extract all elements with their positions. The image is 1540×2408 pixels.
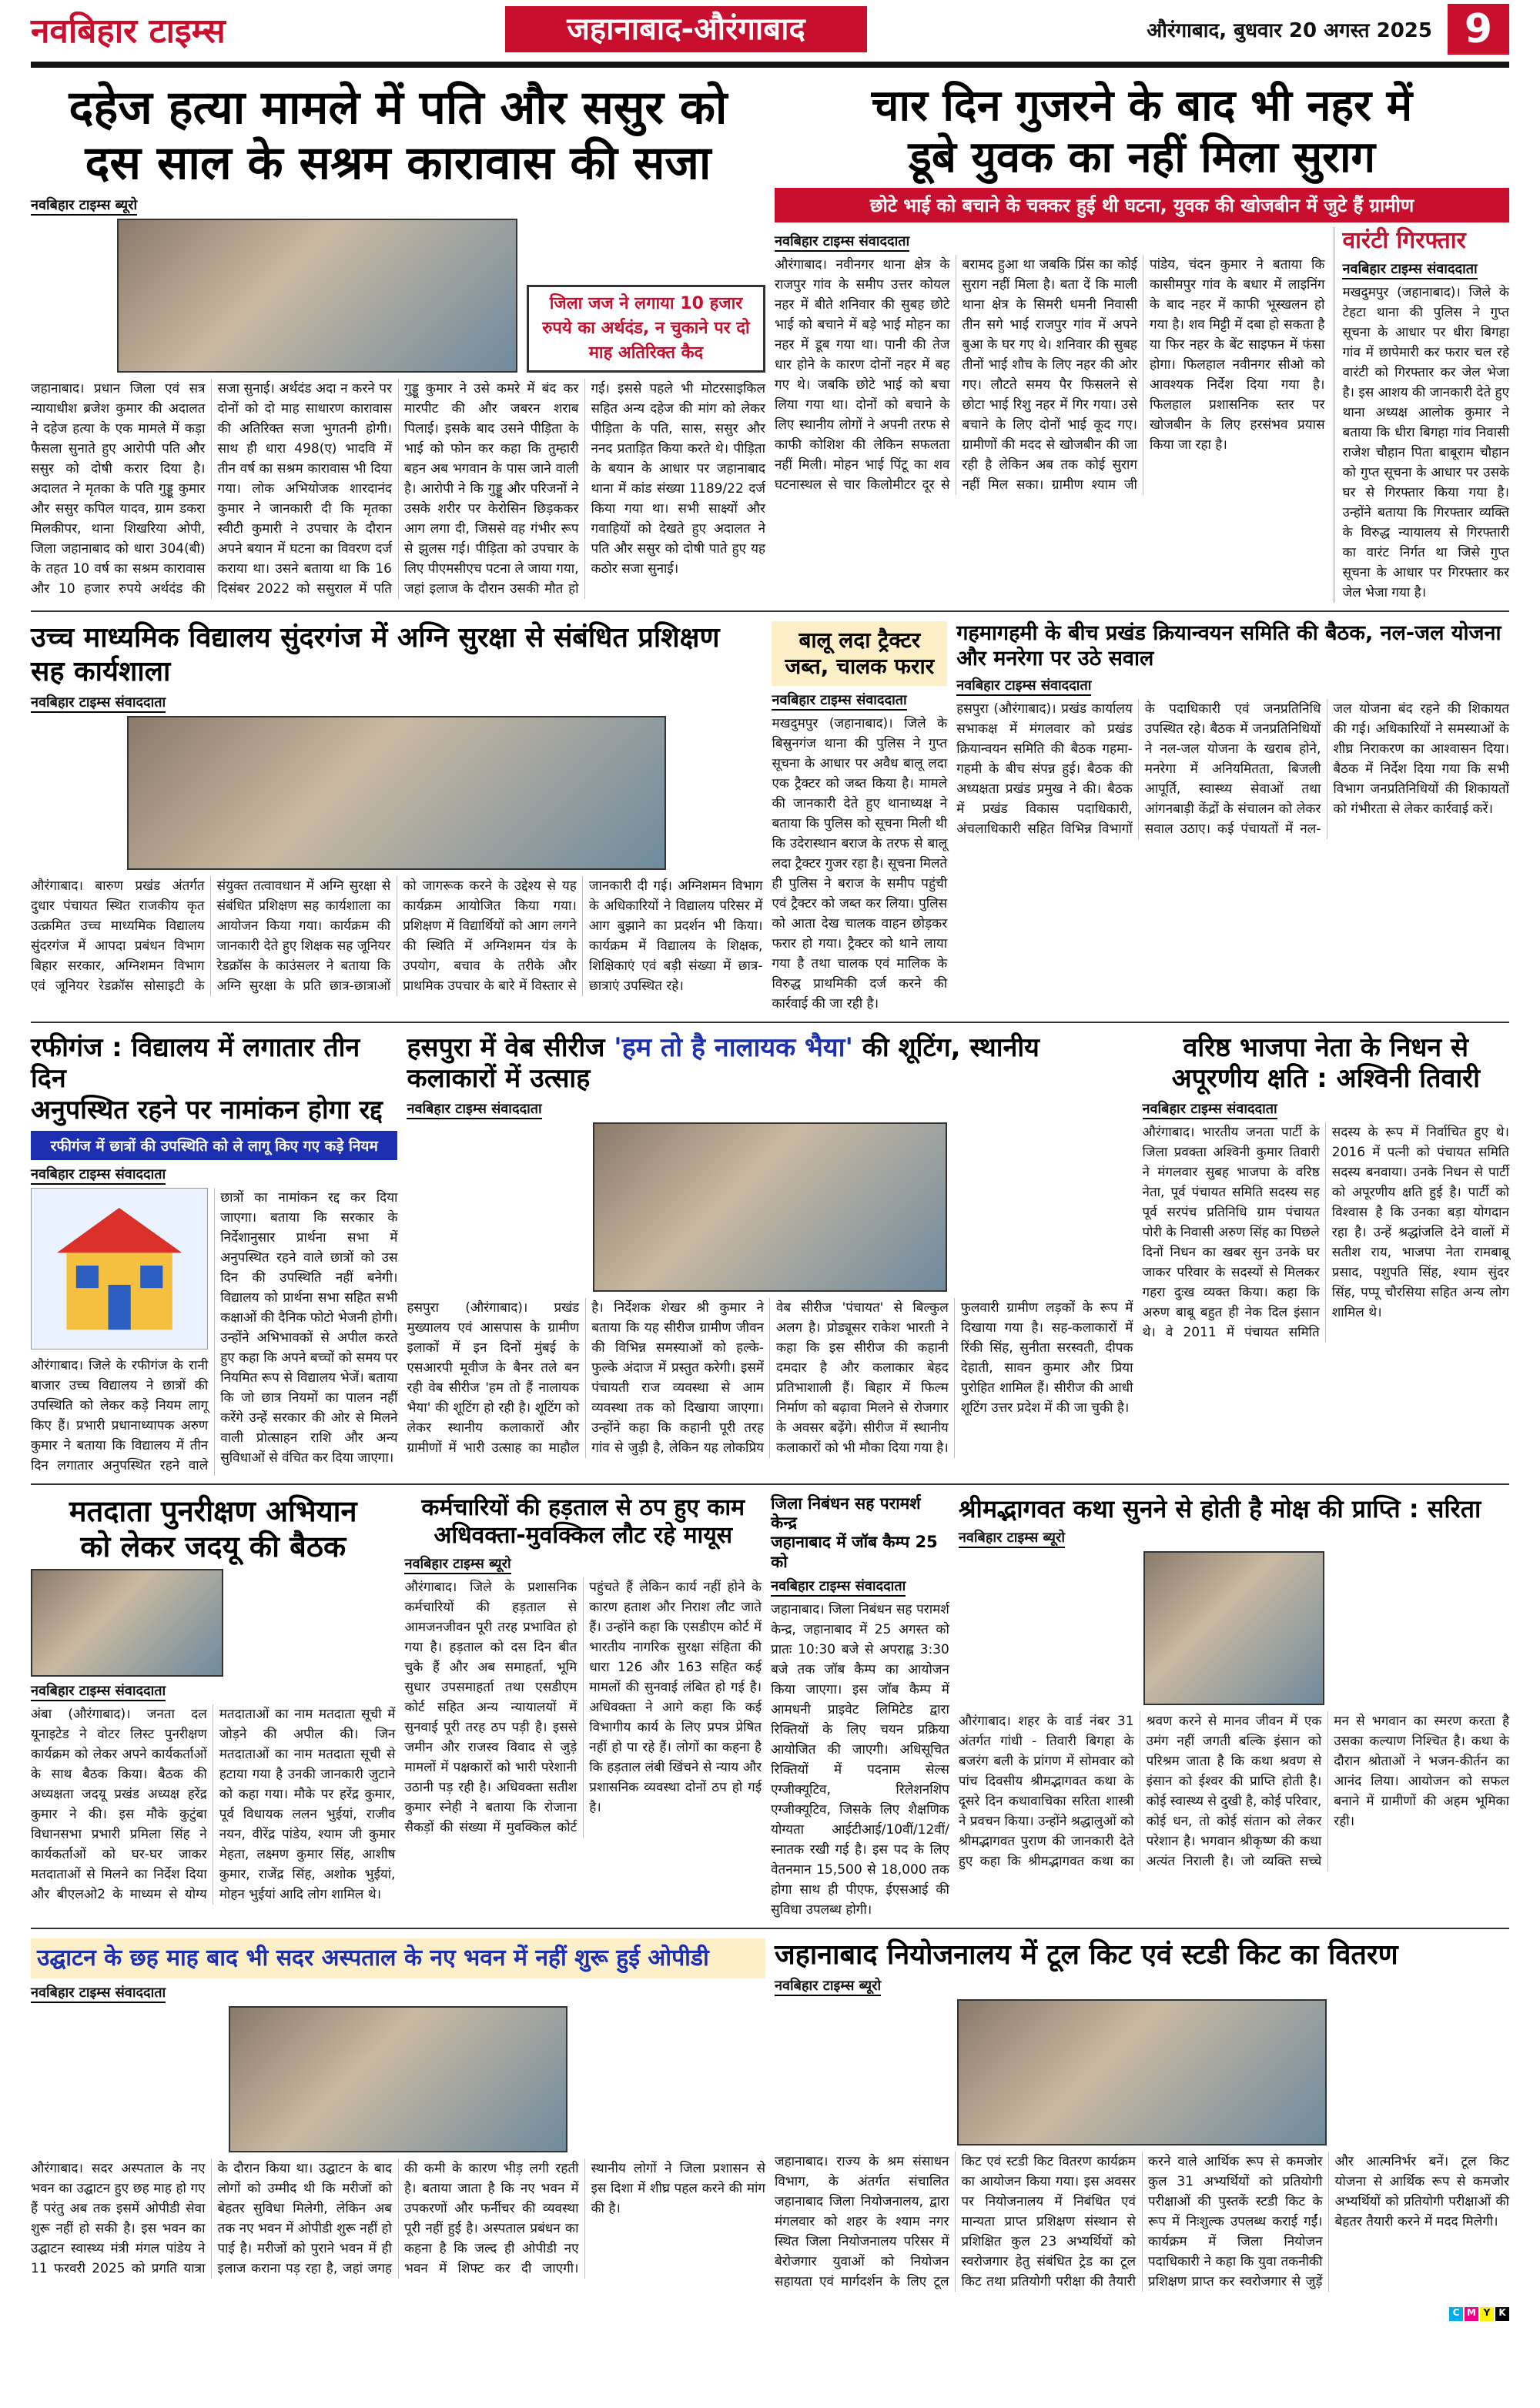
story-columns <box>775 227 1509 603</box>
news-photo-tool-kit <box>957 1999 1327 2145</box>
story-voter-revision <box>31 1494 395 1920</box>
article-text: औरंगाबाद। नवीनगर थाना क्षेत्र के राजपुर गांव के समीप उत्तर कोयल नहर में बीते शनिवार की सुबह छोटे भाई को बचाने में बड़े भाई मोहन का नहर में डूब गया था। पानी की तेज धार होने के कारण दोनों नहर में बह गए थे। जबकि छोटे भाई को बचा लिया गया था। दोनों को बचाने के लिए स्थानीय लोगों ने अपनी तरफ से काफी कोशिश की लेकिन सफलता नहीं मिली। मोहन भाई पिंटू का शव घटनास्थल से चार किलोमीटर दूर से बरामद हुआ था जबकि प्रिंस का कोई सुराग नहीं मिला है। बता दें कि माली थाना क्षेत्र के सिमरी धमनी निवासी तीन सगे भाई राजपुर गांव में अपने बुआ के घर गए थे। शनिवार की सुबह तीनों भाई शौच के लिए नहर की ओर गए। लौटते समय पैर फिसलने से छोटा भाई रिशु नहर में गिर गया। उसे बचाने के लिए दोनों भाई कूद गए। ग्रामीणों की मदद से खोजबीन की जा रही है लेकिन अब तक कोई सुराग नहीं मिल सका। ग्रामीण श्याम जी पांडेय, चंदन कुमार ने बताया कि कासीमपुर गांव के बधार में लाइनिंग के बाद नहर में काफी भूस्खलन हो गया है। शव मिट्टी में दबा हो सकता है या फिर नहर के बेंट साइफन में फंसा होगा। फिलहाल नवीनगर सीओ को आवश्यक निर्देश दिया गया है। फिलहाल प्रशासनिक स्तर पर खोजबीन के लिए हरसंभव प्रयास किया जा रहा है। <box>775 257 1325 493</box>
headline-voter-revision-2: को लेकर जदयू की बैठक <box>80 1529 346 1564</box>
article-text: औरंगाबाद। बारुण प्रखंड अंतर्गत दुधार पंचायत स्थित राजकीय कृत उत्क्रमित उच्च माध्यमिक विद्यालय सुंदरगंज में आपदा प्रबंधन विभाग बिहार सरकार, अग्निशमन विभाग एवं जूनियर रेडक्रॉस सोसाइटी के संयुक्त तत्वावधान में अग्नि सुरक्षा से संबंधित प्रशिक्षण सह कार्यशाला का आयोजन किया गया। कार्यक्रम की जानकारी देते हुए शिक्षक सह जूनियर रेडक्रॉस के काउंसलर ने बताया कि अग्नि सुरक्षा के प्रति छात्र-छात्राओं को जागरूक करने के उद्देश्य से यह कार्यक्रम आयोजित किया गया। प्रशिक्षण में विद्यार्थियों को आग लगने की स्थिति में अग्निशमन यंत्र के उपयोग, बचाव के तरीके और प्राथमिक उपचार के बारे में विस्तार से जानकारी दी गई। अग्निशमन विभाग के अधिकारियों ने विद्यालय परिसर में आग बुझाने का प्रदर्शन भी किया। कार्यक्रम में विद्यालय के शिक्षक, शिक्षिकाएं एवं बड़ी संख्या में छात्र-छात्राएं उपस्थित रहे। <box>31 878 763 994</box>
article-fire-safety <box>31 716 762 996</box>
byline: नवबिहार टाइम्स ब्यूरो <box>775 1976 881 1996</box>
headline-dowry-case: दहेज हत्या मामले में पति और ससुर को <box>69 81 728 135</box>
headline-block-meeting: गहमागहमी के बीच प्रखंड क्रियान्वयन समिति की बैठक, नल-जल योजना और मनरेगा पर उठे सवाल <box>956 621 1502 671</box>
headline-canal-drowning-2: डूबे युवक का नहीं मिला सुराग <box>908 132 1376 183</box>
headline-series-title: 'हम तो है नालायक भैया' <box>614 1032 853 1063</box>
byline: नवबिहार टाइम्स संवाददाता <box>772 691 906 711</box>
article-text: औरंगाबाद। जिले के प्रशासनिक कर्मचारियों की हड़ताल से आमजनजीवन पूरी तरह प्रभावित हो गया है। हड़ताल को दस दिन बीत चुके हैं और अब समाहर्ता, भूमि सुधार उपसमाहर्ता तथा एसडीएम कोर्ट सहित अन्य न्यायालयों में सुनवाई पूरी तरह ठप पड़ी है। इससे जमीन और राजस्व विवाद से जुड़े मामलों में पक्षकारों को भारी परेशानी उठानी पड़ रही है। अधिवक्ता सतीश कुमार स्नेही ने बताया कि रोजाना सैकड़ों की संख्या में मुवक्किल कोर्ट पहुंचते हैं लेकिन कार्य नहीं होने के कारण हताश और निराश लौट जाते हैं। उन्होंने कहा कि एसडीएम कोर्ट में भारतीय नागरिक सुरक्षा संहिता की धारा 126 और 163 सहित कई मामलों की सुनवाई लंबित हो गई है। अधिवक्ता ने आगे कहा कि कई विभागीय कार्य के लिए प्रपत्र प्रेषित नहीं हो पा रहे हैं। लोगों का कहना है कि हड़ताल लंबी खिंचने से न्याय और प्रशासनिक व्यवस्था दोनों ठप हो गई है। <box>404 1579 762 1835</box>
news-row-2 <box>31 615 1509 1022</box>
headline-warrant-arrest: वारंटी गिरफ्तार <box>1342 227 1466 255</box>
magenta-mark: M <box>1465 2307 1478 2321</box>
headline-fire-safety: उच्च माध्यमिक विद्यालय सुंदरगंज में अग्नि सुरक्षा से संबंधित प्रशिक्षण सह कार्यशाला <box>31 622 720 687</box>
story-hospital-opd <box>31 1938 765 2292</box>
article-text: हसपुरा (औरंगाबाद)। प्रखंड कार्यालय सभाकक्ष में मंगलवार को प्रखंड क्रियान्वयन समिति की बैठक गहमा-गहमी के बीच संपन्न हुई। बैठक की अध्यक्षता प्रखंड प्रमुख ने की। बैठक में प्रखंड विकास पदाधिकारी, अंचलाधिकारी सहित विभिन्न विभागों के पदाधिकारी एवं जनप्रतिनिधि उपस्थित रहे। बैठक में जनप्रतिनिधियों ने नल-जल योजना के खराब होने, मनरेगा में अनियमितता, बिजली आपूर्ति, स्वास्थ्य सेवाओं तथा आंगनबाड़ी केंद्रों के संचालन को लेकर सवाल उठाए। कई पंचायतों में नल-जल योजना बंद रहने की शिकायत की गई। अधिकारियों ने समस्याओं के शीघ्र निराकरण का आश्वासन दिया। बैठक में निर्देश दिया गया कि सभी विभाग जनप्रतिनिधियों की शिकायतों को गंभीरता से लेकर कार्रवाई करें। <box>956 701 1509 838</box>
article-tool-kit <box>775 1999 1509 2292</box>
headline-employee-strike-2: अधिवक्ता-मुवक्किल लौट रहे मायूस <box>434 1521 733 1549</box>
pull-quote: जिला जज ने लगाया 10 हजार रुपये का अर्थदंड, न चुकाने पर दो माह अतिरिक्त कैद <box>527 285 765 373</box>
headline-tool-kit: जहानाबाद नियोजनालय में टूल किट एवं स्टडी किट का वितरण <box>775 1938 1398 1971</box>
headline-part: हसपुरा में वेब सीरीज <box>407 1032 605 1063</box>
article-web-series <box>407 1122 1133 1458</box>
edition-banner: जहानाबाद-औरंगाबाद <box>505 6 867 52</box>
article-hospital-opd <box>31 2006 765 2279</box>
masthead: नवबिहार टाइम्स <box>31 12 226 51</box>
cyan-mark: C <box>1449 2307 1463 2321</box>
news-row-1 <box>31 74 1509 612</box>
article-canal-drowning-wrap <box>775 227 1324 603</box>
headline-rafiganj-attendance-2: अनुपस्थित रहने पर नामांकन होगा रद्द <box>31 1095 383 1126</box>
headline-dowry-case-2: दस साल के सश्रम कारावास की सजा <box>85 136 711 190</box>
byline: नवबिहार टाइम्स संवाददाता <box>31 693 166 713</box>
byline: नवबिहार टाइम्स संवाददाता <box>775 232 909 252</box>
byline: नवबिहार टाइम्स संवाददाता <box>31 1681 166 1701</box>
article-text: अंबा (औरंगाबाद)। जनता दल यूनाइटेड ने वोटर लिस्ट पुनरीक्षण कार्यक्रम को लेकर अपने कार्यकर्ताओं के साथ बैठक किया। बैठक की अध्यक्षता जदयू प्रखंड अध्यक्ष हरेंद्र कुमार ने की। इस मौके कुटुंबा विधानसभा प्रभारी प्रमिला सिंह ने कार्यकर्ताओं को घर-घर जाकर मतदाताओं से मिलने का निर्देश दिया और बीएलओ2 के माध्यम से योग्य मतदाताओं का नाम मतदाता सूची में जोड़ने की अपील की। जिन मतदाताओं का नाम मतदाता सूची से हटाया गया है उनकी जानकारी जुटाने को कहा गया। मौके पर हरेंद्र कुमार, पूर्व विधायक ललन भुईयां, राजीव नयन, वीरेंद्र पांडेय, श्याम जी कुमार मेहता, लक्ष्मण कुमार सिंह, आशीष कुमार, राजेंद्र सिंह, अशोक भुईयां, मोहन भुईयां आदि लोग शामिल थे। <box>31 1707 396 1903</box>
article-dowry-case <box>31 219 765 599</box>
story-block-meeting <box>956 621 1509 1013</box>
news-row-5 <box>31 1932 1509 2299</box>
byline: नवबिहार टाइम्स संवाददाता <box>31 1165 166 1185</box>
byline: नवबिहार टाइम्स संवाददाता <box>1143 1099 1277 1119</box>
media-block <box>31 2006 765 2152</box>
headline-part: की शूटिंग, स्थानीय कलाकारों में उत्साह <box>407 1032 1040 1095</box>
subheadline-bar: रफीगंज में छात्रों की उपस्थिति को ले लागू किए गए कड़े नियम <box>31 1131 397 1160</box>
article-text: मखदुमपुर (जहानाबाद)। जिले के बिस्रुनगंज थाना की पुलिस ने गुप्त सूचना के आधार पर अवैध बालू लदा एक ट्रैक्टर को जब्त किया है। मामले की जानकारी देते हुए थानाध्यक्ष ने बताया कि पुलिस को सूचना मिली थी कि उदेरास्थान बराज के तरफ से बालू लदा ट्रैक्टर गुजर रहा है। सूचना मिलते ही पुलिस ने बराज के समीप पहुंची एवं ट्रैक्टर को जब्त कर लिया। पुलिस को आता देख चालक वाहन छोड़कर फरार हो गया। ट्रैक्टर को थाने लाया गया है तथा चालक एवं मालिक के विरुद्ध प्राथमिकी दर्ज करने की कार्रवाई की जा रही है। <box>772 715 948 1012</box>
article-text: औरंगाबाद। जिले के रफीगंज के रानी बाजार उच्च विद्यालय ने छात्रों की उपस्थिति को लेकर कड़े नियम लागू किए हैं। प्रभारी प्रधानाध्यापक अरुण कुमार ने बताया कि विद्यालय में तीन दिन लगातार अनुपस्थित रहने वाले छात्रों का नामांकन रद्द कर दिया जाएगा। बताया कि सरकार के निर्देशानुसार प्रार्थना सभा में अनुपस्थित रहने वाले छात्रों को उस दिन की उपस्थिति नहीं बनेगी। विद्यालय को प्रार्थना सभा सहित सभी कक्षाओं की दैनिक फोटो भेजनी होगी। उन्होंने अभिभावकों से अपील करते हुए कहा कि अपने बच्चों को समय पर नियमित रूप से विद्यालय भेजें। बताया कि जो छात्र नियमों का पालन नहीं करेंगे उन्हें सरकार की ओर से मिलने वाली प्रोत्साहन राशि और अन्य सुविधाओं से वंचित कर दिया जाएगा। <box>31 1189 398 1473</box>
story-dowry-case <box>31 80 765 603</box>
story-employee-strike <box>404 1494 762 1920</box>
yellow-mark: Y <box>1480 2307 1494 2321</box>
news-photo-katha <box>1143 1551 1324 1705</box>
article-text: हसपुरा (औरंगाबाद)। प्रखंड मुख्यालय एवं आसपास के ग्रामीण इलाकों में इन दिनों मुंबई के एसआरपी मूवीज के बैनर तले बन रही वेब सीरीज 'हम तो हैं नालायक भैया' की शूटिंग हो रही है। शूटिंग को लेकर स्थानीय कलाकारों और ग्रामीणों में भारी उत्साह का माहौल है। निर्देशक शेखर श्री कुमार ने बताया कि यह सीरीज ग्रामीण जीवन की विभिन्न समस्याओं को हल्के-फुल्के अंदाज में प्रस्तुत करेगी। इसमें पंचायती राज व्यवस्था से आम व्यवस्था तक को दिखाया जाएगा। उन्होंने कहा कि कहानी पूरी तरह गांव से जुड़ी है, लेकिन यह लोकप्रिय वेब सीरीज 'पंचायत' से बिल्कुल अलग है। प्रोड्यूसर राकेश भारती ने कहा कि इस सीरीज की कहानी दमदार है और कलाकार बेहद प्रतिभाशाली हैं। बिहार में फिल्म निर्माण को बढ़ावा मिलने से रोजगार के अवसर बढ़ेंगे। सीरीज में स्थानीय कलाकारों को भी मौका दिया गया है। फुलवारी ग्रामीण लड़कों के रूप में दिखाया गया है। सह-कलाकारों में रिंकी सिंह, सुनीता सरस्वती, दीपक देहाती, सावन कुमार और प्रिया पुरोहित शामिल हैं। सीरीज की आधी शूटिंग उत्तर प्रदेश में की जा चुकी है। <box>407 1300 1133 1457</box>
byline: नवबिहार टाइम्स ब्यूरो <box>959 1528 1065 1548</box>
header-rule <box>31 62 1509 68</box>
news-photo-jdu-meeting <box>31 1569 223 1677</box>
story-bhagwat-katha <box>959 1494 1509 1920</box>
news-photo-training <box>127 716 666 870</box>
media-block <box>407 1122 1133 1292</box>
article-text: औरंगाबाद। भारतीय जनता पार्टी के जिला प्रवक्ता अश्विनी कुमार तिवारी ने मंगलवार सुबह भाजपा के वरिष्ठ नेता, पूर्व पंचायत समिति सदस्य सह पूर्व सरपंच प्रतिनिधि ग्राम पंचायत पोरी के निवासी अरुण सिंह का पिछले दिनों निधन का खबर सुन उनके घर जाकर परिवार के सदस्यों से मिलकर गहरा दुःख व्यक्त किया। कहा कि अरुण बाबू बहुत ही नेक दिल इंसान थे। वे 2011 में पंचायत समिति सदस्य के रूप में निर्वाचित हुए थे। 2016 में पत्नी को पंचायत समिति सदस्य बनवाया। उनके निधन से पार्टी को अपूरणीय क्षति हुई है। पार्टी को विश्वास है कि उनका बड़ा योगदान रहा है। उन्हें श्रद्धांजलि देने वालों में सतीश राय, भाजपा नेता रामबाबू प्रसाद, पशुपति सिंह, श्याम सुंदर सिंह, पप्पू चौरसिया सहित अन्य लोग शामिल थे। <box>1142 1125 1509 1341</box>
story-job-camp <box>771 1494 949 1920</box>
article-rafiganj-attendance <box>31 1188 397 1476</box>
article-bhagwat-katha <box>959 1551 1509 1871</box>
media-block <box>31 219 765 373</box>
article-text: जहानाबाद। राज्य के श्रम संसाधन विभाग, के अंतर्गत संचालित जहानाबाद जिला नियोजनालय, द्वारा मंगलवार को शहर के श्याम नगर स्थित जिला नियोजनालय परिसर में बेरोजगार युवाओं को नियोजन सहायता एवं मार्गदर्शन के लिए टूल किट एवं स्टडी किट वितरण कार्यक्रम का आयोजन किया गया। इस अवसर पर नियोजनालय में निबंधित एवं मान्यता प्राप्त प्रशिक्षण संस्थान से प्रशिक्षित कुल 23 अभ्यर्थियों को स्वरोजगार हेतु संबंधित ट्रेड का टूल किट तथा प्रतियोगी परीक्षा की तैयारी करने वाले आर्थिक रूप से कमजोर कुल 31 अभ्यर्थियों को प्रतियोगी परीक्षाओं की पुस्तकें स्टडी किट के रूप में निःशुल्क उपलब्ध कराई गईं। कार्यक्रम में जिला नियोजन पदाधिकारी ने कहा कि युवा तकनीकी प्रशिक्षण प्राप्त कर स्वरोजगार से जुड़ें और आत्मनिर्भर बनें। टूल किट योजना से आर्थिक रूप से कमजोर अभ्यर्थियों को प्रतियोगी परीक्षाओं की बेहतर तैयारी करने में मदद मिलेगी। <box>775 2153 1509 2289</box>
print-color-marks <box>31 2303 1509 2326</box>
article-text: औरंगाबाद। शहर के वार्ड नंबर 31 अंतर्गत गांधी - तिवारी बिगहा के बजरंग बली के प्रांगण में सोमवार को पांच दिवसीय श्रीमद्भागवत कथा के दूसरे दिन कथावाचिका सरिता शास्त्री ने प्रवचन किया। उन्होंने श्रद्धालुओं को श्रीमद्भागवत पुराण की जानकारी देते हुए कहा कि श्रीमद्भागवत कथा का श्रवण करने से मानव जीवन में एक उमंग नहीं जगती बल्कि इंसान को परिश्रम जाता है कि कथा श्रवण से इंसान को ईश्वर की प्राप्ति होती है। कोई स्वास्थ्य से दुखी है, कोई परिवार, कोई धन, तो कोई संतान को लेकर परेशान है। भगवान श्रीकृष्ण की कथा अत्यंत निराली है। जो व्यक्ति सच्चे मन से भगवान का स्मरण करता है उसका कल्याण निश्चित है। कथा के दौरान श्रोताओं ने भजन-कीर्तन का आनंद लिया। आयोजन को सफल बनाने में ग्रामीणों की अहम भूमिका रही। <box>958 1714 1509 1870</box>
byline: नवबिहार टाइम्स संवाददाता <box>956 676 1091 696</box>
headline-sand-tractor: बालू लदा ट्रैक्टर <box>798 627 921 654</box>
byline: नवबिहार टाइम्स ब्यूरो <box>404 1554 511 1574</box>
news-row-3 <box>31 1026 1509 1485</box>
story-tool-kit <box>775 1938 1509 2292</box>
page-header <box>31 0 1509 59</box>
news-row-4 <box>31 1488 1509 1929</box>
headline-bjp-leader-2: अपूरणीय क्षति : अश्विनी तिवारी <box>1171 1063 1480 1095</box>
subheadline-bar: छोटे भाई को बचाने के चक्कर हुई थी घटना, युवक की खोजबीन में जुटे हैं ग्रामीण <box>775 188 1509 222</box>
headline-job-camp: जिला निबंधन सह परामर्श केन्द्र <box>771 1493 921 1533</box>
media-block <box>31 716 762 870</box>
article-voter-revision <box>31 1704 395 1905</box>
article-warrant-arrest <box>1342 283 1509 603</box>
media-block <box>959 1551 1509 1705</box>
news-photo-court <box>117 219 517 373</box>
article-employee-strike <box>404 1577 762 1838</box>
headline-bhagwat-katha: श्रीमद्भागवत कथा सुनने से होती है मोक्ष की प्राप्ति : सरिता <box>958 1493 1481 1523</box>
headline-box <box>772 621 947 685</box>
headline-sand-tractor-2: जब्त, चालक फरार <box>785 653 935 679</box>
story-warrant-arrest <box>1334 227 1509 603</box>
media-block <box>775 1999 1509 2145</box>
byline: नवबिहार टाइम्स संवाददाता <box>771 1577 906 1597</box>
article-bjp-leader <box>1143 1122 1509 1343</box>
headline-employee-strike: कर्मचारियों की हड़ताल से ठप हुए काम <box>421 1493 745 1521</box>
headline-job-camp-2: जहानाबाद में जॉब कैम्प 25 को <box>771 1533 938 1571</box>
article-job-camp <box>771 1600 949 1920</box>
article-text: मखदुमपुर (जहानाबाद)। जिले के टेहटा थाना की पुलिस ने गुप्त सूचना के आधार पर धीरा बिगहा गांव में छापेमारी कर फरार चल रहे वारंटी को गिरफ्तार कर जेल भेजा है। इस आशय की जानकारी देते हुए थाना अध्यक्ष आलोक कुमार ने बताया कि धीरा बिगहा गांव निवासी राजेश चौहान पिता बाबूराम चौहान को गुप्त सूचना के आधार पर उसके घर से गिरफ्तार किया गया है। उन्होंने बताया कि गिरफ्तार व्यक्ति के विरुद्ध न्यायालय से गिरफ्तारी का वारंट निर्गत था जिसे गुप्त सूचना के आधार पर गिरफ्तार कर जेल भेजा गया है। <box>1342 285 1509 601</box>
story-sand-tractor <box>772 621 947 1013</box>
article-text: जहानाबाद। प्रधान जिला एवं सत्र न्यायाधीश ब्रजेश कुमार की अदालत ने दहेज हत्या के एक मामले में कड़ा फैसला सुनाते हुए आरोपी पति और ससुर को दोषी करार दिया है। अदालत ने मृतका के पति गुड्डू कुमार और ससुर कपिल यादव, ग्राम डकरा मिलकीपर, थाना शिखरिया ओपी, जिला जहानाबाद को धारा 304(बी) के तहत 10 वर्ष का सश्रम कारावास और 10 हजार रुपये अर्थदंड की सजा सुनाई। अर्थदंड अदा न करने पर दोनों को दो माह साधारण कारावास की अतिरिक्त सजा भुगतनी होगी। साथ ही धारा 498(ए) भादवि में तीन वर्ष का सश्रम कारावास भी दिया गया। लोक अभियोजक शारदानंद कुमार ने जानकारी दी कि मृतका स्वीटी कुमारी ने उपचार के दौरान अपने बयान में घटना का विवरण दर्ज कराया था। उसने बताया था कि 16 दिसंबर 2022 को ससुराल में पति गुड्डू कुमार ने उसे कमरे में बंद कर मारपीट की और जबरन शराब पिलाई। इसके बाद उसने पीड़िता के भाई को फोन कर कहा कि तुम्हारी बहन अब भगवान के पास जाने वाली है। आरोपी ने कि गुड्डू और परिजनों ने उसके शरीर पर केरोसिन छिड़ककर आग लगा दी, जिससे वह गंभीर रूप से झुलस गई। पीड़िता को उपचार के लिए पीएमसीएच पटना ले जाया गया, जहां इलाज के दौरान उसकी मौत हो गई। इससे पहले भी मोटरसाइकिल सहित अन्य दहेज की मांग को लेकर पीड़िता के पति, सास, ससुर और ननद प्रताड़ित किया करते थे। पीड़िता के बयान के आधार पर जहानाबाद थाना में कांड संख्या 1189/22 दर्ज किया गया था। सभी साक्ष्यों और गवाहियों को देखते हुए अदालत ने पति और ससुर को दोषी पाते हुए यह कठोर सजा सुनाई। <box>31 381 765 597</box>
news-photo-shooting <box>593 1122 947 1292</box>
headline-bjp-leader: वरिष्ठ भाजपा नेता के निधन से <box>1183 1032 1468 1063</box>
story-canal-drowning <box>775 80 1509 603</box>
headline-voter-revision: मतदाता पुनरीक्षण अभियान <box>69 1493 357 1528</box>
headline-web-series <box>407 1032 1133 1095</box>
article-block-meeting <box>956 699 1509 839</box>
article-text: जहानाबाद। जिला निबंधन सह परामर्श केन्द्र, जहानाबाद में 25 अगस्त को प्रातः 10:30 बजे से अपराह्न 3:30 बजे तक जॉब कैम्प का आयोजन किया जाएगा। इस जॉब कैम्प में आमधनी प्राइवेट लिमिटेड द्वारा रिक्तियों के लिए चयन प्रक्रिया आयोजित की जाएगी। अधिसूचित रिक्तियों में पदनाम सेल्स एग्जीक्यूटिव, रिलेशनशिप एग्जीक्यूटिव, जिसके लिए शैक्षणिक योग्यता आईटीआई/10वीं/12वीं/स्नातक रखी गई है। इस पद के लिए वेतनमान 15,500 से 18,000 तक होगा साथ ही पीएफ, ईएसआई की सुविधा उपलब्ध होगी। <box>771 1601 949 1918</box>
story-web-series <box>407 1032 1133 1476</box>
story-rafiganj-attendance <box>31 1032 397 1476</box>
byline: नवबिहार टाइम्स ब्यूरो <box>31 196 137 216</box>
byline: नवबिहार टाइम्स संवाददाता <box>407 1099 541 1119</box>
byline: नवबिहार टाइम्स संवाददाता <box>1342 259 1477 279</box>
article-text: औरंगाबाद। सदर अस्पताल के नए भवन का उद्घाटन हुए छह माह हो गए हैं परंतु अब तक इसमें ओपीडी सेवा शुरू नहीं हो सकी है। इस भवन का उद्घाटन स्वास्थ्य मंत्री मंगल पांडेय ने 11 फरवरी 2025 को प्रगति यात्रा के दौरान किया था। उद्घाटन के बाद लोगों को उम्मीद थी कि मरीजों को बेहतर सुविधा मिलेगी, लेकिन अब तक नए भवन में ओपीडी शुरू नहीं हो पाई है। मरीजों को पुराने भवन में ही इलाज कराना पड़ रहा है, जहां जगह की कमी के कारण भीड़ लगी रहती है। बताया जाता है कि नए भवन में उपकरणों और फर्नीचर की व्यवस्था पूरी नहीं हुई है। अस्पताल प्रबंधन का कहना है कि जल्द ही ओपीडी नए भवन में शिफ्ट कर दी जाएगी। स्थानीय लोगों ने जिला प्रशासन से इस दिशा में शीघ्र पहल करने की मांग की है। <box>31 2160 765 2276</box>
black-mark: K <box>1495 2307 1509 2321</box>
dateline: औरंगाबाद, बुधवार 20 अगस्त 2025 <box>1147 19 1432 42</box>
school-illustration <box>31 1188 208 1349</box>
article-sand-tractor <box>772 714 947 1014</box>
headline-hospital-opd: उद्घाटन के छह माह बाद भी सदर अस्पताल के नए भवन में नहीं शुरू हुई ओपीडी <box>31 1938 765 1978</box>
page-number: 9 <box>1448 4 1509 55</box>
headline-canal-drowning: चार दिन गुजरने के बाद भी नहर में <box>871 81 1413 131</box>
byline: नवबिहार टाइम्स संवाददाता <box>31 1983 166 2003</box>
story-bjp-leader <box>1143 1032 1509 1476</box>
news-photo-hospital <box>229 2006 567 2152</box>
article-canal-drowning <box>775 255 1324 495</box>
headline-rafiganj-attendance: रफीगंज : विद्यालय में लगातार तीन दिन <box>31 1032 360 1095</box>
story-fire-safety <box>31 621 762 1013</box>
